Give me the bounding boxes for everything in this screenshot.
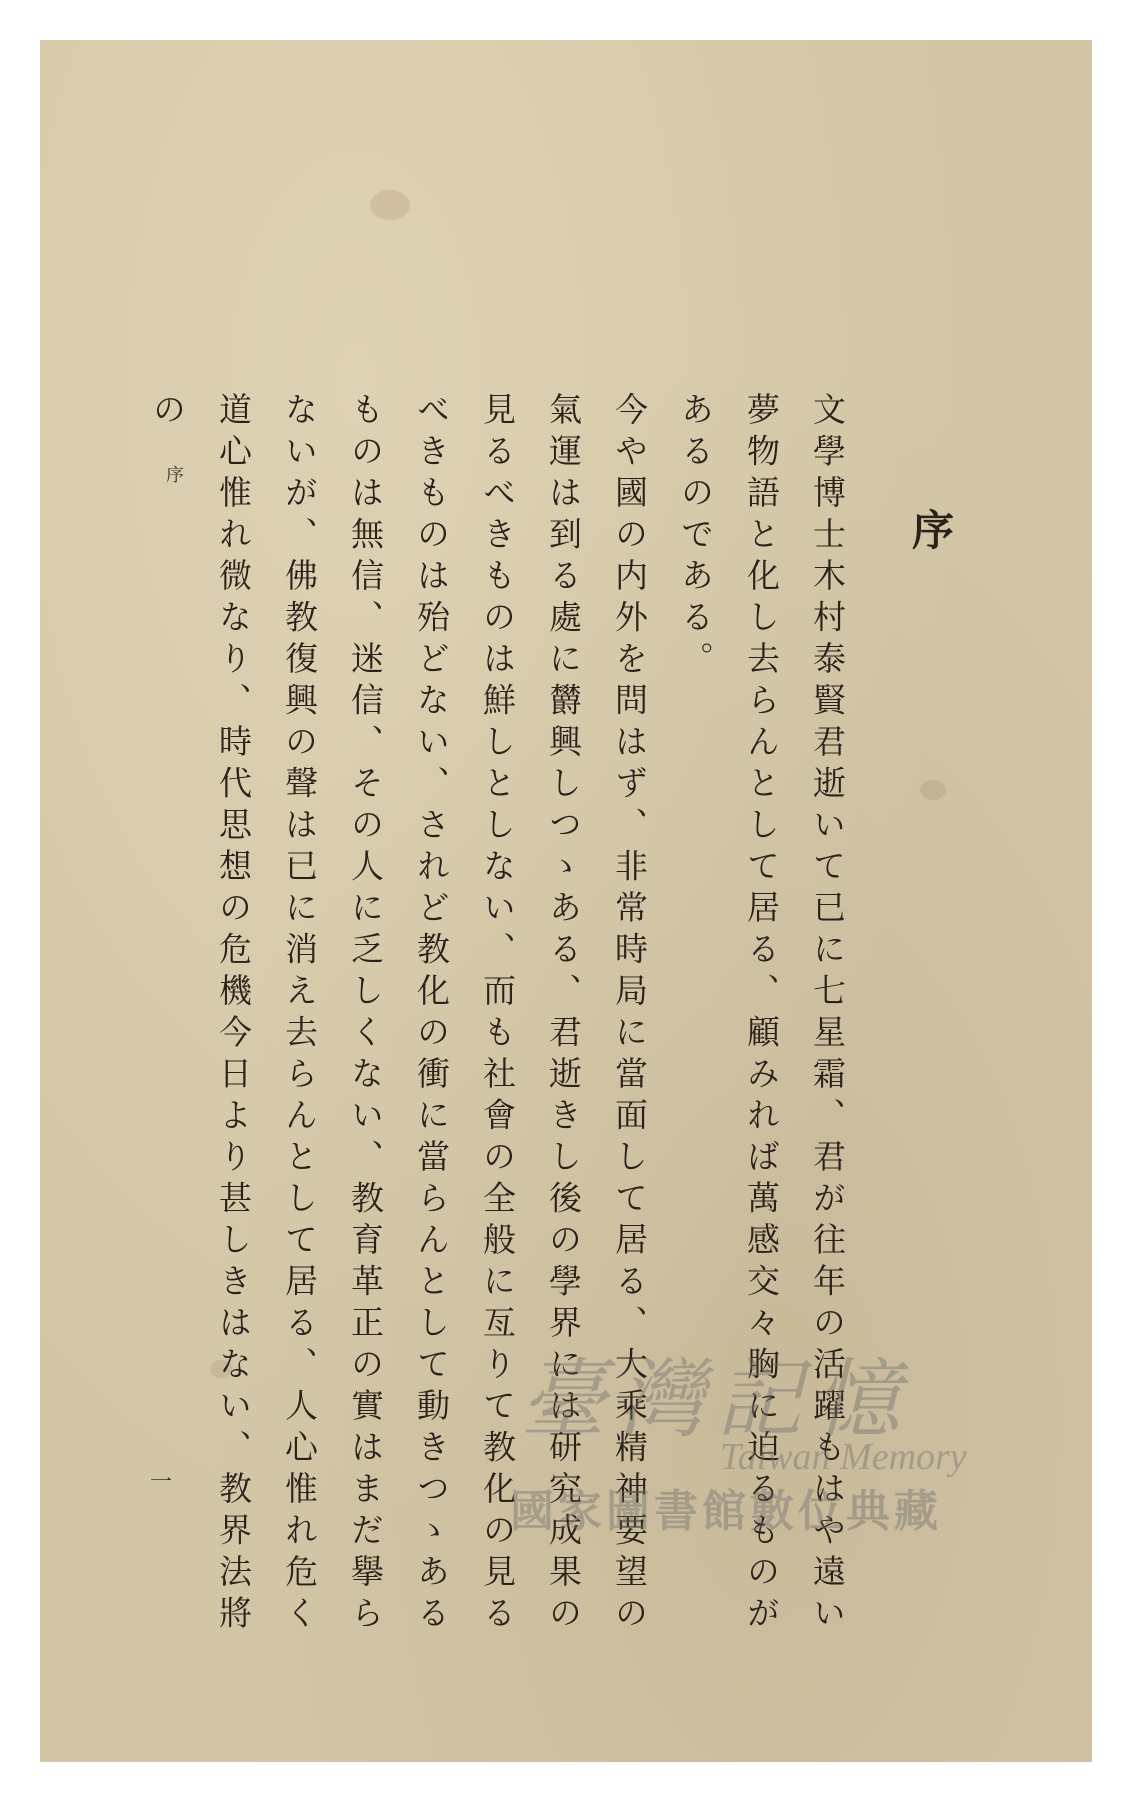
document-page — [40, 40, 1092, 1762]
watermark-chinese-logo: 臺灣記憶 — [520, 1350, 912, 1450]
paper-stain — [920, 780, 946, 800]
page-number: 一 — [150, 1470, 173, 1495]
watermark-english: Taiwan Memory — [720, 1436, 967, 1478]
chapter-title: 序 — [906, 508, 955, 550]
running-head: 序 — [163, 465, 184, 483]
library-watermark — [510, 1330, 1070, 1537]
watermark-subtitle: 國家圖書館數位典藏 — [510, 1486, 942, 1537]
paragraph-1: 文學博士木村泰賢君逝いて已に七星霜、君が往年の活躍もはや遠い夢物語と化し去らんとして居る、顧みれば萬感交々胸に迫るものがあるのである。 — [676, 392, 847, 1637]
paragraph-2: 今や國の内外を問はず、非常時局に當面して居る、大乘精神要望の氣運は到る處に欝興しつゝある、君逝きし後の學界には研究成果の見るべきものは鮮しとしない、而も社會の全般に亙りて教化の見るべきものは殆どない、されど教化の衝に當らんとして動きつゝあるものは無信、迷信、その人に乏しくない、教育革正の實はまだ擧らないが、佛教復興の聲は已に消え去らんとして居る、人心惟れ危く道心惟れ微なり、時代思想の危機今日より甚しきはない、教界法將の — [148, 392, 649, 1637]
paper-stain — [370, 190, 410, 220]
